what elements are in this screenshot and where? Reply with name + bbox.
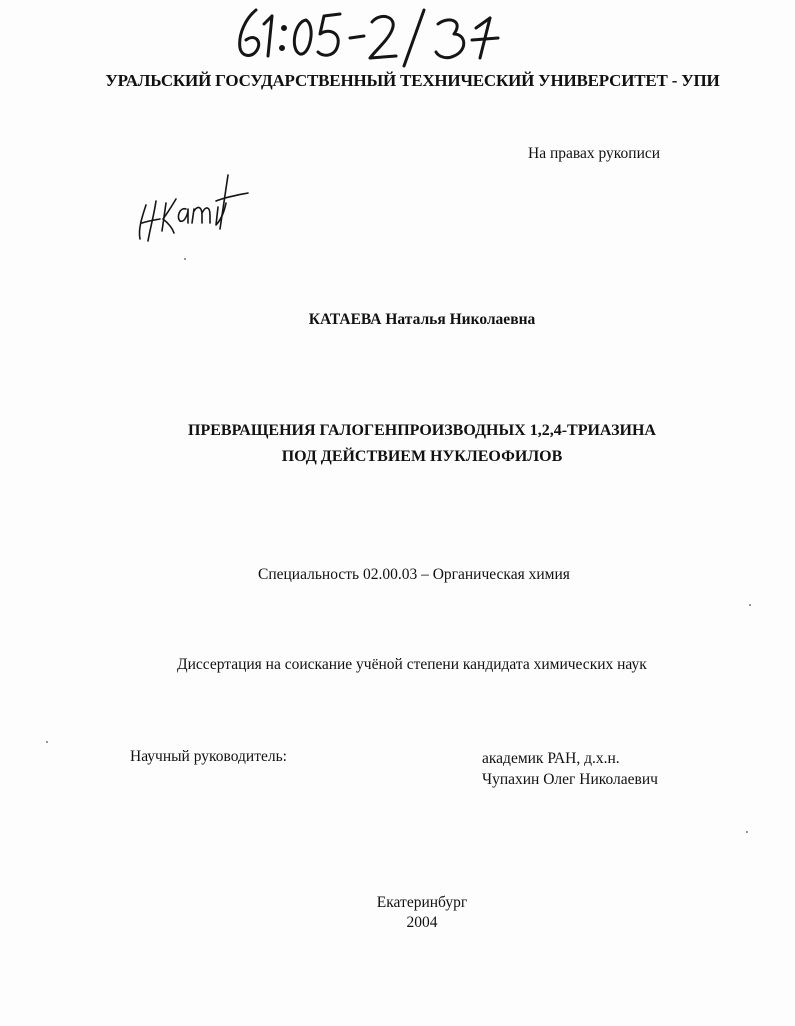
supervisor-name: Чупахин Олег Николаевич: [482, 771, 658, 788]
place-and-year: [0, 893, 795, 933]
scan-speck: [749, 604, 751, 606]
scan-speck: [46, 741, 48, 743]
dissertation-title: [0, 418, 795, 470]
archive-code-handwriting: [228, 4, 518, 70]
title-line-1: ПРЕВРАЩЕНИЯ ГАЛОГЕНПРОИЗВОДНЫХ 1,2,4-ТРИАЗИНА: [188, 422, 656, 439]
supervisor-rank: академик РАН, д.х.н.: [482, 750, 620, 767]
handwritten-signature: [132, 165, 252, 250]
specialty-line: Специальность 02.00.03 – Органическая химия: [258, 566, 570, 583]
year: 2004: [406, 914, 438, 931]
degree-statement: Диссертация на соискание учёной степени кандидата химических наук: [177, 656, 647, 673]
supervisor-info: [482, 748, 658, 790]
city: Екатеринбург: [376, 894, 468, 911]
author-surname: КАТАЕВА: [308, 311, 382, 328]
author-given-names: Наталья Николаевна: [385, 311, 536, 328]
supervisor-label: Научный руководитель:: [130, 748, 287, 765]
title-line-2: ПОД ДЕЙСТВИЕМ НУКЛЕОФИЛОВ: [281, 448, 563, 465]
scan-speck: [184, 258, 186, 260]
university-name: УРАЛЬСКИЙ ГОСУДАРСТВЕННЫЙ ТЕХНИЧЕСКИЙ УНИВЕРСИТЕТ - УПИ: [105, 71, 720, 90]
scan-speck: [746, 831, 748, 833]
author-name: [0, 311, 795, 329]
manuscript-rights-note: На правах рукописи: [528, 145, 661, 162]
